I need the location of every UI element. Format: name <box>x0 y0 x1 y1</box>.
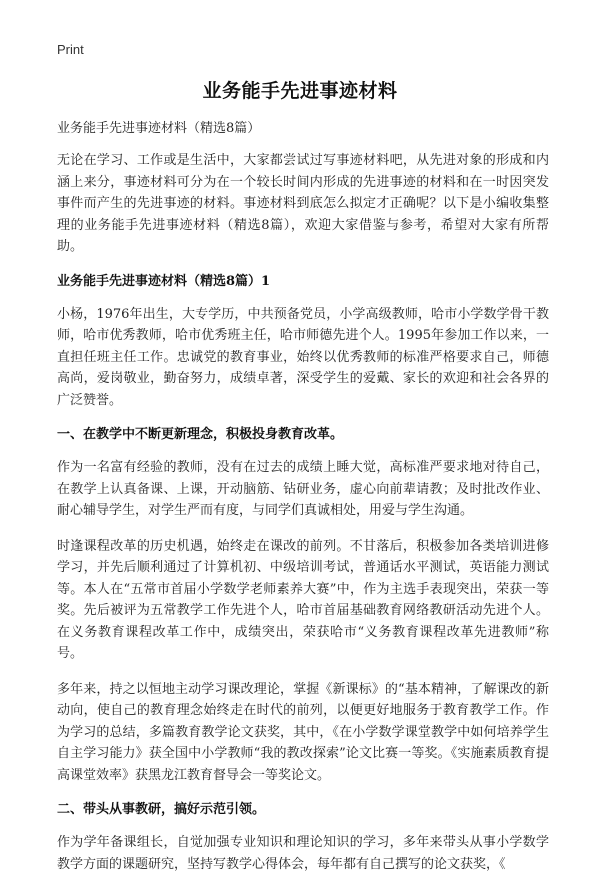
document-body <box>57 120 549 889</box>
subheading-research-lead: 二、带头从事教研，搞好示范引领。 <box>57 802 266 817</box>
document-title: 业务能手先进事迹材料 <box>202 80 398 102</box>
theory-study-paragraph: 多年来，持之以恒地主动学习课改理论，掌握《新课标》的“基本精神，了解课改的新动向，使自己的教育理念始终走在时代的前列，以便更好地服务于教育教学工作。作为学习的总结，多篇教育教学论文获奖，其中，《在小学数学课堂教学中如何培养学生自主学习能力》获全国中小学教师“我的教改探索”论文比赛一等奖。《实施素质教育提高课堂效率》获黑龙江教育督导会一等奖论文。 <box>57 681 549 783</box>
curriculum-reform-paragraph: 时逢课程改革的历史机遇，始终走在课改的前列。不甘落后，积极参加各类培训进修学习，并先后顺利通过了计算机初、中级培训考试，普通话水平测试，英语能力测试等。本人在“五常市首届小学数学老师素养大赛”中，作为主选手表现突出，荣获一等奖。先后被评为五常教学工作先进个人，哈市首届基础教育网络教研活动先进个人。在义务教育课程改革工作中，成绩突出，荣获哈市“义务教育课程改革先进教师”称号。 <box>57 538 549 661</box>
teaching-paragraph: 作为一名富有经验的教师，没有在过去的成绩上睡大觉，高标准严要求地对待自己，在教学上认真备课、上课，开动脑筋、钻研业务，虚心向前辈请教；及时批改作业、耐心辅导学生，对学生严而有度，与同学们真诚相处，用爱与学生沟通。 <box>57 460 549 518</box>
profile-paragraph: 小杨，1976年出生，大专学历，中共预备党员，小学高级教师，哈市小学数学骨干教师，哈市优秀教师，哈市优秀班主任，哈市师德先进个人。1995年参加工作以来，一直担任班主任工作。忠诚党的教育事业，始终以优秀教师的标准严格要求自己，师德高尚，爱岗敬业，勤奋努力，成绩卓著，深受学生的爱戴、家长的欢迎和社会各界的广泛赞誉。 <box>57 306 549 408</box>
research-paragraph: 作为学年备课组长，自觉加强专业知识和理论知识的学习，多年来带头从事小学数学教学方面的课题研究，坚持写教学心得体会，每年都有自己撰写的论文获奖，《 <box>57 835 549 872</box>
section-heading: 业务能手先进事迹材料（精选8篇）1 <box>57 273 271 289</box>
subheading-teaching-reform: 一、在教学中不断更新理念，积极投身教育改革。 <box>57 427 344 442</box>
intro-paragraph: 无论在学习、工作或是生活中，大家都尝试过写事迹材料吧，从先进对象的形成和内涵上来分，事迹材料可分为在一个较长时间内形成的先进事迹的材料和在一时因突发事件而产生的先进事迹的材料。事迹材料到底怎么拟定才正确呢？以下是小编收集整理的业务能手先进事迹材料（精选8篇），欢迎大家借鉴与参考，希望对大家有所帮助。 <box>57 153 549 254</box>
print-label[interactable]: Print <box>57 42 84 57</box>
document-subtitle: 业务能手先进事迹材料（精选8篇） <box>57 121 261 136</box>
